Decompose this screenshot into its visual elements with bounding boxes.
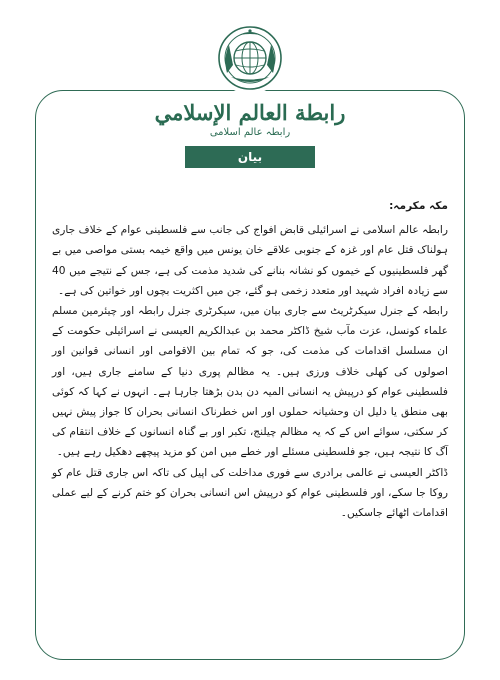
statement-body — [52, 196, 448, 523]
paragraph-1: رابطہ عالم اسلامی نے اسرائیلی قابض افواج کی جانب سے فلسطینی عوام کے خلاف جاری ہولناک قتل عام اور غزہ کے جنوبی علاقے خان یونس میں واقع خیمہ بستی مواصی میں بے گھر فلسطینیوں کے خیموں کو نشانہ بنانے کی شدید مذمت کی ہے، جس کے نتیجے میں 40 سے زیادہ افراد شہید اور متعدد زخمی ہو گئے، جن میں اکثریت بچوں اور خواتین کی ہے۔ — [52, 224, 448, 297]
paragraph-3: ڈاکٹر العیسی نے عالمی برادری سے فوری مداخلت کی اپیل کی تاکہ اس جاری قتل عام کو روکا جا سکے، اور فلسطینی عوام کو درپیش اس انسانی بحران کو ختم کرنے کے لیے عملی اقدامات اٹھائے جاسکیں۔ — [52, 466, 448, 520]
organization-name — [0, 100, 500, 139]
organization-name-urdu: رابطہ عالم اسلامی — [209, 127, 291, 138]
globe-emblem-icon — [217, 25, 283, 91]
dateline: مکہ مکرمہ: — [389, 200, 448, 212]
paragraph-2: رابطہ کے جنرل سیکرٹریٹ سے جاری بیان میں، سیکرٹری جنرل رابطہ اور چیئرمین مسلم علماء کونسل، عزت مآب شیخ ڈاکٹر محمد بن عبدالکریم العیسی نے اسرائیلی حکومت کے ان مسلسل اقدامات کی مذمت کی، جو کہ تمام بین الاقوامی اور انسانی قوانین اور اصولوں کی کھلی خلاف ورزی ہیں۔ یہ مظالم پوری دنیا کے سامنے جاری ہیں، اور فلسطینی عوام کو درپیش یہ انسانی المیہ دن بدن بڑھتا جارہا ہے۔ انہوں نے کہا کہ کوئی بھی منطق یا دلیل ان وحشیانہ حملوں اور اس خطرناک انسانی بحران کا جواز پیش نہیں کر سکتی، سوائے اس کے کہ یہ مظالم چیلنج، تکبر اور بے گناہ انسانوں کے خلاف انتقام کی آگ کا نتیجہ ہیں، جو فلسطینی مسئلے اور خطے میں امن کو مزید پیچھے دھکیل رہے ہیں۔ — [52, 305, 448, 459]
organization-name-arabic: رابطة العالم الإسلامي — [154, 100, 346, 125]
statement-badge: بیان — [185, 146, 315, 168]
logo — [214, 22, 286, 94]
